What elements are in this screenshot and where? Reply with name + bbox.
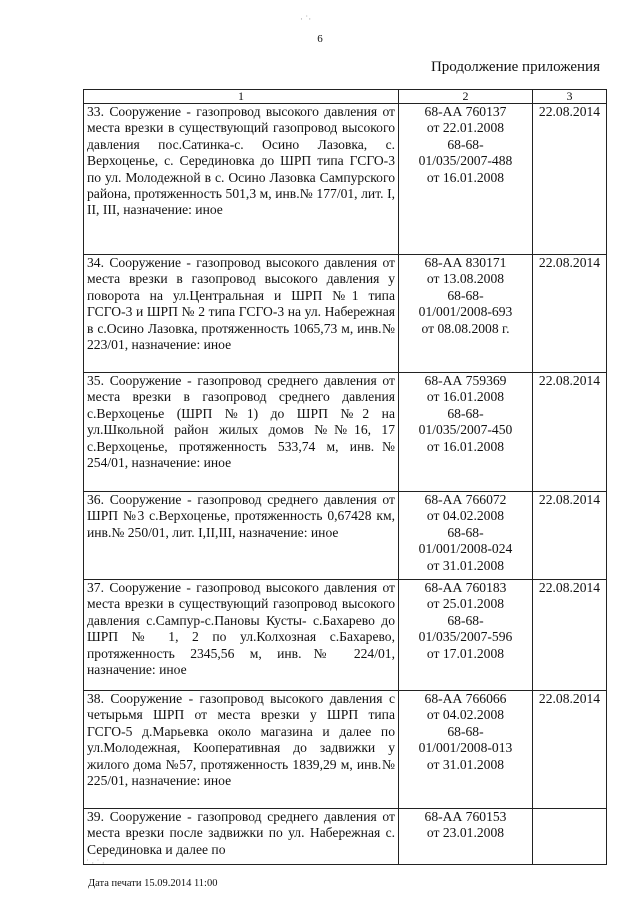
column-header: 2 <box>399 90 533 104</box>
registration-line: 01/035/2007-450 <box>418 422 513 438</box>
registration-line: от 22.01.2008 <box>426 120 505 136</box>
registration-line: 68-68- <box>447 612 484 628</box>
object-description-cell: 35. Сооружение - газопровод среднего давления от места врезки в газопровод среднего давления с.Верхоценье (ШРП №1) до ШРП №2 на ул.Школьной район жилых домов №№16, 17 с.Верхоценье, протяженность 533,74 м, инв.№ 254/01, назначение: иное <box>84 373 399 492</box>
table-row <box>84 580 607 691</box>
table-row <box>84 492 607 580</box>
registration-line: от 16.01.2008 <box>426 438 505 454</box>
registration-line: 68-68- <box>447 136 484 152</box>
table-header-row <box>84 90 607 104</box>
registration-line: 68-АА 830171 <box>424 255 507 270</box>
registration-line: от 16.01.2008 <box>426 389 505 405</box>
registration-line: 68-68- <box>447 287 484 303</box>
object-description-cell: 37. Сооружение - газопровод высокого давления от места врезки в существующий газопровод высокого давления с.Сампур-с.Пановы Кусты- с.Бахарево до ШРП № 1, 2 по ул.Колхозная с.Бахарево, протяженность 2345,56 м, инв.№ 224/01, назначение: иное <box>84 580 399 691</box>
property-register-table <box>83 89 607 865</box>
registration-line: 68-АА 760183 <box>424 580 507 595</box>
registration-line: от 04.02.2008 <box>426 707 505 723</box>
table-row <box>84 255 607 373</box>
column-header: 1 <box>84 90 399 104</box>
scan-speckle: · ˙· <box>300 14 312 24</box>
registration-line: 68-68- <box>447 405 484 421</box>
registration-cell <box>399 580 533 691</box>
registration-cell <box>399 691 533 809</box>
date-cell: 22.08.2014 <box>533 492 607 580</box>
registration-cell <box>399 809 533 865</box>
registration-line: от 16.01.2008 <box>426 169 505 185</box>
registration-line: 01/001/2008-024 <box>418 541 513 557</box>
registration-line: от 08.08.2008 г. <box>421 320 510 336</box>
registration-line: 01/001/2008-693 <box>418 304 513 320</box>
object-description-cell: 34. Сооружение - газопровод высокого давления от места врезки в газопровод высокого давления у поворота на ул.Центральная и ШРП №1 типа ГСГО-3 и ШРП № 2 типа ГСГО-3 на ул. Набережная в с.Осино Лазовка, протяженность 1065,73 м, инв.№ 223/01, назначение: иное <box>84 255 399 373</box>
registration-line: от 25.01.2008 <box>426 596 505 612</box>
registration-line: 68-АА 760153 <box>424 809 507 824</box>
date-cell: 22.08.2014 <box>533 104 607 255</box>
date-cell: 22.08.2014 <box>533 255 607 373</box>
registration-line: 68-68- <box>447 524 484 540</box>
column-header: 3 <box>533 90 607 104</box>
registration-line: 01/001/2008-013 <box>418 740 513 756</box>
date-cell: 22.08.2014 <box>533 691 607 809</box>
table-row <box>84 691 607 809</box>
registration-line: от 13.08.2008 <box>426 271 505 287</box>
table-row <box>84 373 607 492</box>
registration-line: от 31.01.2008 <box>426 756 505 772</box>
date-cell: 22.08.2014 <box>533 580 607 691</box>
registration-line: 68-АА 766066 <box>424 691 507 706</box>
registration-line: 01/035/2007-488 <box>418 153 513 169</box>
scan-speckle: ˙ · ˙ · <box>86 858 105 868</box>
registration-line: 68-АА 760137 <box>424 104 507 119</box>
registration-cell <box>399 373 533 492</box>
registration-line: 68-68- <box>447 723 484 739</box>
continuation-title: Продолжение приложения <box>430 59 600 75</box>
object-description-cell: 33. Сооружение - газопровод высокого давления от места врезки в существующий газопровод высокого давления пос.Сатинка-с. Осино Лазовка, с. Верхоценье, с. Серединовка до ШРП типа ГСГО-3 по ул. Молодежной в с. Осино Лазовка Сампурского района, протяженность 501,3 м, инв.№ 177/01, лит. I, II, III, назначение: иное <box>84 104 399 255</box>
registration-line: 68-АА 766072 <box>424 492 507 507</box>
registration-cell <box>399 255 533 373</box>
registration-line: 68-АА 759369 <box>424 373 507 388</box>
table-row <box>84 104 607 255</box>
object-description-cell: 38. Сооружение - газопровод высокого давления с четырьмя ШРП от места врезки у ШРП типа ГСГО-5 д.Марьевка около магазина и далее по ул.Молодежная, Кооперативная до задвижки у жилого дома №57, протяженность 1839,29 м, инв.№ 225/01, назначение: иное <box>84 691 399 809</box>
registration-line: от 17.01.2008 <box>426 645 505 661</box>
registration-cell <box>399 492 533 580</box>
registration-line: от 23.01.2008 <box>426 825 505 841</box>
object-description-cell: 39. Сооружение - газопровод среднего давления от места врезки после задвижки по ул. Набережная с. Серединовка и далее по <box>84 809 399 865</box>
print-date-footer: Дата печати 15.09.2014 11:00 <box>88 878 218 889</box>
object-description-cell: 36. Сооружение - газопровод среднего давления от ШРП №3 с.Верхоценье, протяженность 0,67428 км, инв.№ 250/01, лит. I,II,III, назначение: иное <box>84 492 399 580</box>
date-cell: 22.08.2014 <box>533 373 607 492</box>
date-cell <box>533 809 607 865</box>
table-row <box>84 809 607 865</box>
registration-line: 01/035/2007-596 <box>418 629 513 645</box>
registration-cell <box>399 104 533 255</box>
registration-line: от 31.01.2008 <box>426 557 505 573</box>
registration-line: от 04.02.2008 <box>426 508 505 524</box>
page-number: 6 <box>317 33 323 45</box>
